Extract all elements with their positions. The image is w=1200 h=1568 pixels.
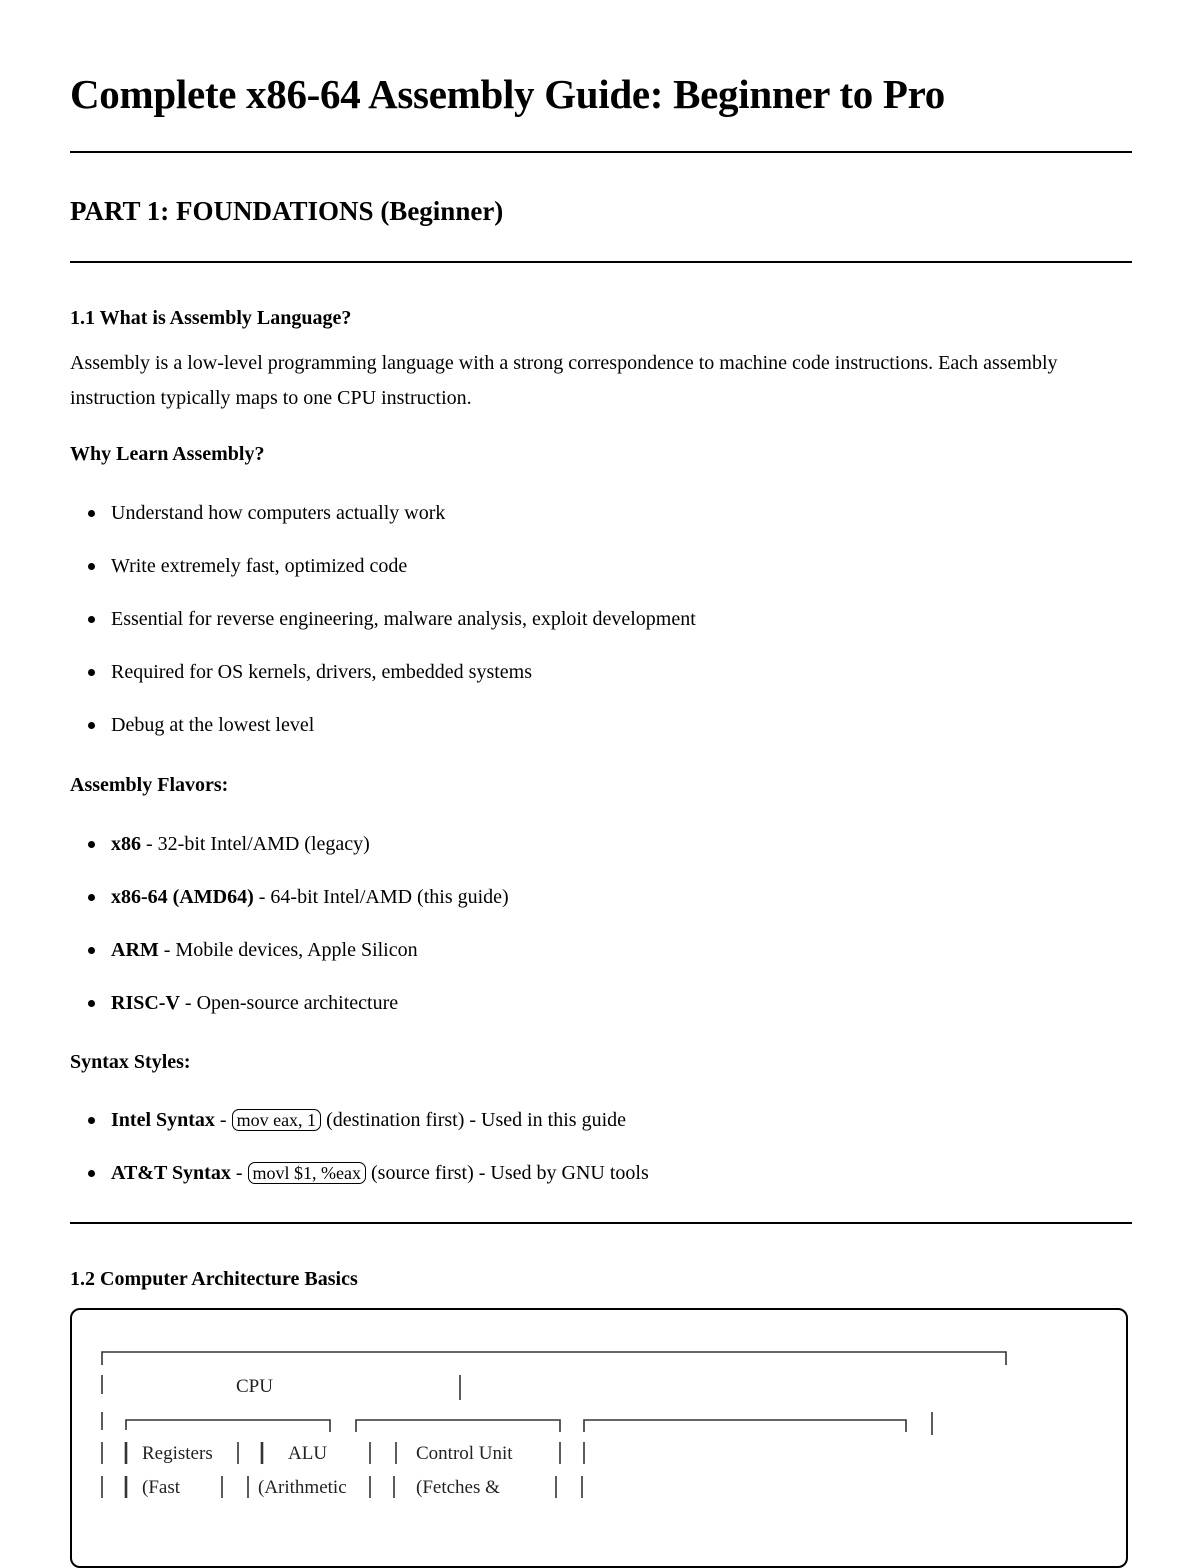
list-item (70, 831, 1070, 884)
list-item (70, 1107, 1070, 1160)
syntax-name: AT&T Syntax (111, 1162, 231, 1184)
syntax-desc: (destination first) - Used in this guide (321, 1109, 627, 1131)
syntax-name: Intel Syntax (111, 1109, 215, 1131)
flavor-name: x86-64 (AMD64) (111, 886, 254, 908)
part1-heading: PART 1: FOUNDATIONS (Beginner) (70, 196, 504, 226)
list-item (70, 937, 1070, 990)
section-1-2-heading: 1.2 Computer Architecture Basics (70, 1268, 358, 1290)
list-item (70, 884, 1070, 937)
list-item: Essential for reverse engineering, malware analysis, exploit development (70, 606, 1070, 659)
flavor-name: RISC-V (111, 992, 180, 1014)
diagram-lines (100, 1330, 1100, 1530)
flavor-desc: - Mobile devices, Apple Silicon (158, 939, 418, 961)
page-title: Complete x86-64 Assembly Guide: Beginner to Pro (70, 71, 945, 117)
cpu-label: CPU (236, 1376, 273, 1397)
divider (70, 261, 1132, 263)
list-item: Required for OS kernels, drivers, embedded systems (70, 659, 1070, 712)
assembly-flavors-list (70, 831, 1070, 1043)
list-item: Debug at the lowest level (70, 712, 1070, 765)
syntax-desc: (source first) - Used by GNU tools (366, 1162, 649, 1184)
alu-sub: (Arithmetic (258, 1477, 347, 1498)
flavor-desc: - 64-bit Intel/AMD (this guide) (253, 886, 509, 908)
why-learn-label: Why Learn Assembly? (70, 443, 265, 465)
inline-code: movl $1, %eax (248, 1162, 366, 1184)
divider (70, 1222, 1132, 1224)
flavor-desc: - Open-source architecture (179, 992, 399, 1014)
separator: - (214, 1109, 232, 1131)
flavor-name: x86 (111, 833, 141, 855)
flavor-name: ARM (111, 939, 159, 961)
list-item: Write extremely fast, optimized code (70, 553, 1070, 606)
flavor-desc: - 32-bit Intel/AMD (legacy) (141, 833, 370, 855)
separator: - (230, 1162, 248, 1184)
code-block (70, 1308, 1128, 1568)
list-item (70, 990, 1070, 1043)
registers-label: Registers (142, 1443, 213, 1464)
list-item (70, 1160, 1070, 1213)
control-unit-sub: (Fetches & (416, 1477, 500, 1498)
syntax-styles-list (70, 1107, 1070, 1213)
cpu-architecture-diagram (100, 1330, 1100, 1530)
alu-label: ALU (288, 1443, 328, 1464)
section-1-1-paragraph: Assembly is a low-level programming language with a strong correspondence to machine code instructions. Each assembly instruction typically maps to one CPU instruction. (70, 352, 1058, 409)
why-learn-list (70, 500, 1070, 765)
list-item: Understand how computers actually work (70, 500, 1070, 553)
inline-code: mov eax, 1 (232, 1109, 321, 1131)
syntax-styles-label: Syntax Styles: (70, 1051, 191, 1073)
control-unit-label: Control Unit (416, 1443, 513, 1464)
registers-sub: (Fast (142, 1477, 180, 1498)
section-1-1-heading: 1.1 What is Assembly Language? (70, 307, 352, 329)
assembly-flavors-label: Assembly Flavors: (70, 774, 229, 796)
divider (70, 151, 1132, 153)
